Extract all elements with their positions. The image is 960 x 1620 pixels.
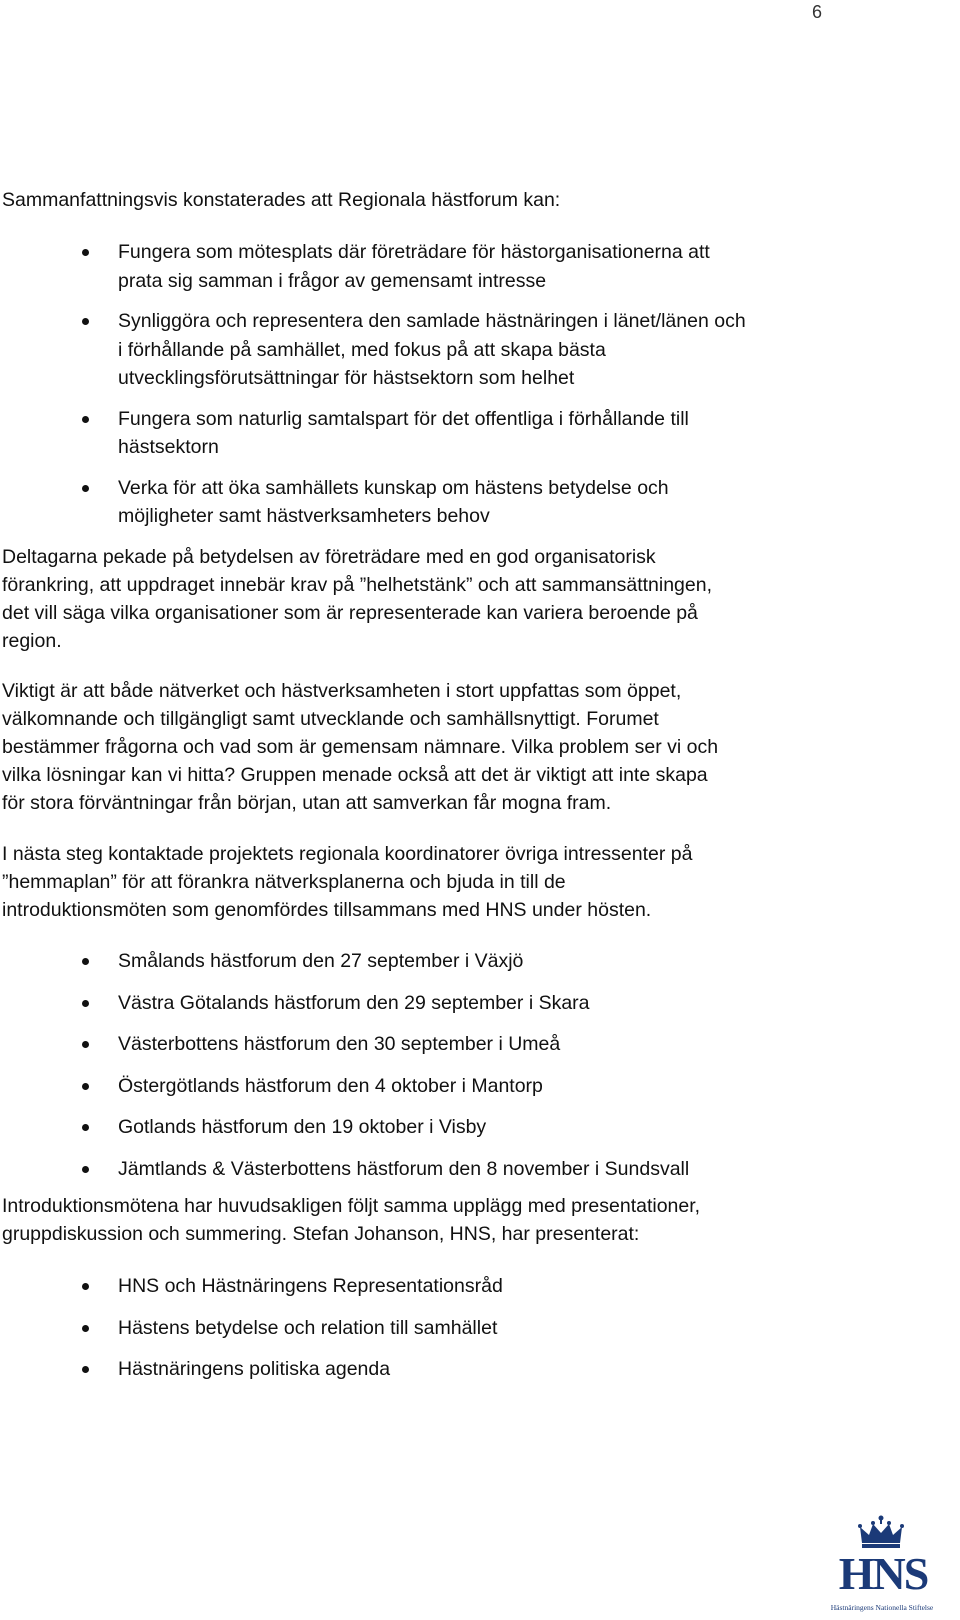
list-item: Västerbottens hästforum den 30 september i Umeå	[2, 1030, 838, 1059]
list-item: Fungera som mötesplats där företrädare för hästorganisationerna att prata sig samman i frågor av gemensamt intresse	[2, 238, 838, 295]
forum-meetings-list	[2, 947, 902, 1196]
list-item: Västra Götalands hästforum den 29 september i Skara	[2, 989, 838, 1018]
list-item: HNS och Hästnäringens Representationsråd	[2, 1272, 838, 1301]
logo-text: HNS	[838, 1548, 928, 1599]
bullet-icon	[82, 318, 89, 325]
openness-paragraph: Viktigt är att både nätverket och hästverksamheten i stort uppfattas som öppet, välkomnande och tillgängligt samt utvecklande och samhällsnyttigt. Forumet bestämmer frågorna och vad som är gemensam nämnare. Vilka problem ser vi och vilka lösningar kan vi hitta? Gruppen menade också att det är viktigt att inte skapa för stora förväntningar från början, utan att samverkan får mogna fram.	[2, 680, 719, 814]
introduction-meetings-paragraph: Introduktionsmötena har huvudsakligen följt samma upplägg med presentationer, gruppdiskussion och summering. Stefan Johanson, HNS, har presenterat:	[2, 1195, 701, 1245]
list-item: Smålands hästforum den 27 september i Växjö	[2, 947, 838, 976]
bullet-icon	[82, 1283, 89, 1290]
bullet-icon	[82, 416, 89, 423]
bullet-icon	[82, 1124, 89, 1131]
bullet-icon	[82, 249, 89, 256]
list-item: Gotlands hästforum den 19 oktober i Visby	[2, 1113, 838, 1142]
intro-paragraph: Sammanfattningsvis konstaterades att Regionala hästforum kan:	[2, 189, 561, 211]
representation-paragraph: Deltagarna pekade på betydelsen av företrädare med en god organisatorisk förankring, att uppdraget innebär krav på ”helhetstänk” och att sammansättningen, det vill säga vilka organisationer som är representerade kan variera beroende på region.	[2, 546, 712, 652]
list-item: Hästnäringens politiska agenda	[2, 1355, 838, 1384]
list-item: Jämtlands & Västerbottens hästforum den 8 november i Sundsvall	[2, 1155, 838, 1184]
hns-logo	[826, 1515, 936, 1615]
bullet-icon	[82, 1041, 89, 1048]
logo-subtitle: Hästnäringens Nationella Stiftelse	[830, 1603, 934, 1612]
forum-purpose-list	[2, 238, 902, 543]
list-item: Synliggöra och representera den samlade hästnäringen i länet/länen och i förhållande på samhället, med fokus på att skapa bästa utvecklingsförutsättningar för hästsektorn som helhet	[2, 307, 838, 393]
list-item: Östergötlands hästforum den 4 oktober i Mantorp	[2, 1072, 838, 1101]
next-step-paragraph: I nästa steg kontaktade projektets regionala koordinatorer övriga intressenter på ”hemmaplan” för att förankra nätverksplanerna och bjuda in till de introduktionsmöten som genomfördes tillsammans med HNS under hösten.	[2, 843, 693, 921]
bullet-icon	[82, 1083, 89, 1090]
bullet-icon	[82, 1366, 89, 1373]
list-item: Hästens betydelse och relation till samhället	[2, 1314, 838, 1343]
crown-icon	[856, 1515, 906, 1549]
page-number: 6	[812, 2, 823, 22]
bullet-icon	[82, 958, 89, 965]
list-item: Fungera som naturlig samtalspart för det offentliga i förhållande till hästsektorn	[2, 405, 838, 462]
bullet-icon	[82, 1000, 89, 1007]
list-item: Verka för att öka samhällets kunskap om hästens betydelse och möjligheter samt hästverksamheters behov	[2, 474, 838, 531]
presentation-topics-list	[2, 1272, 902, 1397]
bullet-icon	[82, 1166, 89, 1173]
bullet-icon	[82, 1325, 89, 1332]
bullet-icon	[82, 485, 89, 492]
